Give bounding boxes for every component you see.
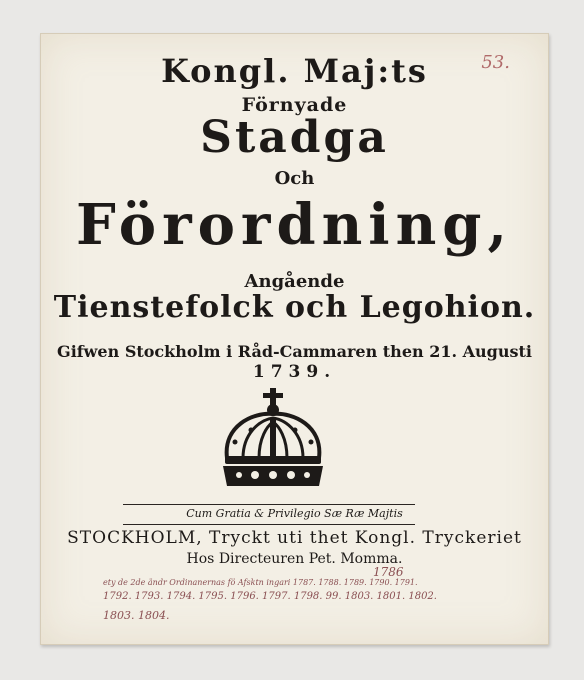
title-line-2: Förnyade — [241, 94, 348, 116]
title-line-6: Angående — [244, 271, 345, 292]
title-line-3: Stadga — [200, 112, 389, 163]
handwritten-line-1: ety de 2de ändr Ordinanernas fö Afsktn ingari 1787. 1788. 1789. 1790. 1791. — [103, 578, 418, 587]
handwritten-line-2: 1792. 1793. 1794. 1795. 1796. 1797. 1798. 99. 1803. 1801. 1802. — [103, 591, 437, 602]
handwritten-line-3: 1803. 1804. — [103, 609, 170, 622]
privilege-line: Cum Gratia & Privilegio Sæ Ræ Majtis — [186, 507, 403, 520]
page-number: 53. — [481, 52, 510, 73]
handwritten-superscript: 1786 — [373, 565, 404, 579]
year-line: 1739. — [252, 362, 337, 382]
top-rule — [123, 504, 415, 505]
title-line-4: Och — [274, 168, 315, 189]
imprint-line-1: STOCKHOLM, Tryckt uti thet Kongl. Tryckeriet — [67, 528, 522, 548]
imprint-line-2: Hos Directeuren Pet. Momma. — [186, 551, 403, 567]
title-line-1: Kongl. Maj:ts — [161, 52, 428, 90]
title-line-7: Tienstefolck och Legohion. — [53, 290, 536, 325]
crown-icon — [213, 386, 333, 492]
date-line: Gifwen Stockholm i Råd-Cammaren then 21. Augusti — [57, 342, 532, 361]
title-line-5: Förordning, — [76, 192, 513, 258]
bottom-rule — [123, 524, 415, 525]
document-page — [40, 33, 549, 645]
